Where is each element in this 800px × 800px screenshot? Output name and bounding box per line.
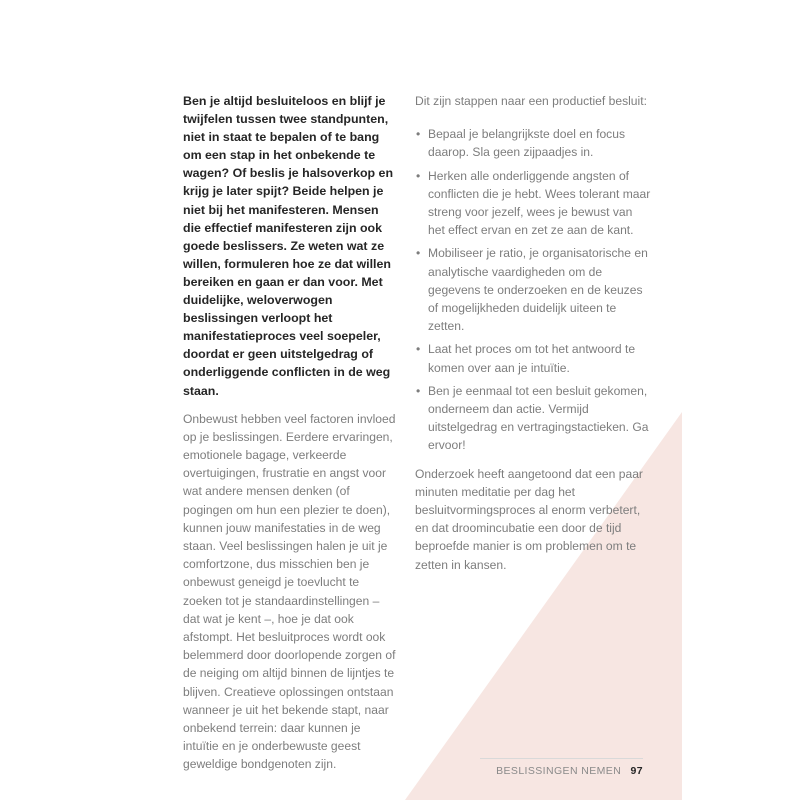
list-item [415,167,651,240]
page-footer [480,765,643,777]
step-text: Bepaal je belangrijkste doel en focus daarop. Sla geen zijpaadjes in. [428,127,625,160]
step-text: Mobiliseer je ratio, je organisatorische en analytische vaardigheden om de gegevens te onderzoeken en de keuzes of mogelijkheden duidelijk uiteen te zetten. [428,246,648,334]
bullet-icon: • [416,168,421,183]
step-text: Ben je eenmaal tot een besluit gekomen, onderneem dan actie. Vermijd uitstelgedrag en vertragingstactieken. Ga ervoor! [428,383,649,453]
body-paragraph: Onbewust hebben veel factoren invloed op je beslissingen. Eerdere ervaringen, emotionele bagage, verkeerde overtuigingen, frustratie en angst voor wat andere mensen denken (of pogingen om hun een plezier te doen), kunnen jouw manifestaties in de weg staan. Veel beslissingen halen je uit je comfortzone, dus misschien ben je onbewust geneigd je toevlucht te zoeken tot je standaardinstellingen – dat wat je kent –, hoe je dat ook afstompt. Het besluitproces wordt ook belemmerd door doorlopende zorgen of de neiging om altijd binnen de lijntjes te blijven. Creatieve oplossingen ontstaan wanneer je uit het bekende stapt, naar onbekend terrein: daar kunnen je intuïtie en je onderbewuste geest geweldige bondgenoten zijn. [183,411,396,772]
list-item [415,340,651,376]
steps-lead: Dit zijn stappen naar een productief besluit: [415,94,647,108]
bullet-icon: • [416,342,421,357]
section-title: BESLISSINGEN NEMEN [496,765,622,777]
right-column [415,92,651,574]
closing-paragraph: Onderzoek heeft aangetoond dat een paar minuten meditatie per dag het besluitvormingsproces al enorm verbetert, en dat droomincubatie een door de tijd beproefde manier is om problemen om te zetten in kansen. [415,466,643,572]
left-column [183,92,398,774]
steps-list [415,125,651,454]
list-item [415,382,651,455]
list-item [415,125,651,161]
intro-paragraph: Ben je altijd besluiteloos en blijf je twijfelen tussen twee standpunten, niet in staat te bepalen of te bang om een stap in het onbekende te wagen? Of beslis je halsoverkop en krijg je later spijt? Beide helpen je niet bij het manifesteren. Mensen die effectief manifesteren zijn ook goede beslissers. Ze weten wat ze willen, formuleren hoe ze dat willen bereiken en gaan er dan voor. Met duidelijke, weloverwogen beslissingen verloopt het manifestatieproces veel soepeler, doordat er geen uitstelgedrag of onderliggende conflicten in de weg staan. [183,94,394,398]
step-text: Herken alle onderliggende angsten of conflicten die je hebt. Wees tolerant maar streng voor jezelf, wees je bewust van het effect ervan en zet ze aan de kant. [428,168,651,238]
step-text: Laat het proces om tot het antwoord te komen over aan je intuïtie. [428,342,636,375]
page-number: 97 [630,765,643,777]
list-item [415,244,651,335]
bullet-icon: • [416,127,421,142]
bullet-icon: • [416,383,421,398]
bullet-icon: • [416,246,421,261]
footer-divider [480,758,643,759]
